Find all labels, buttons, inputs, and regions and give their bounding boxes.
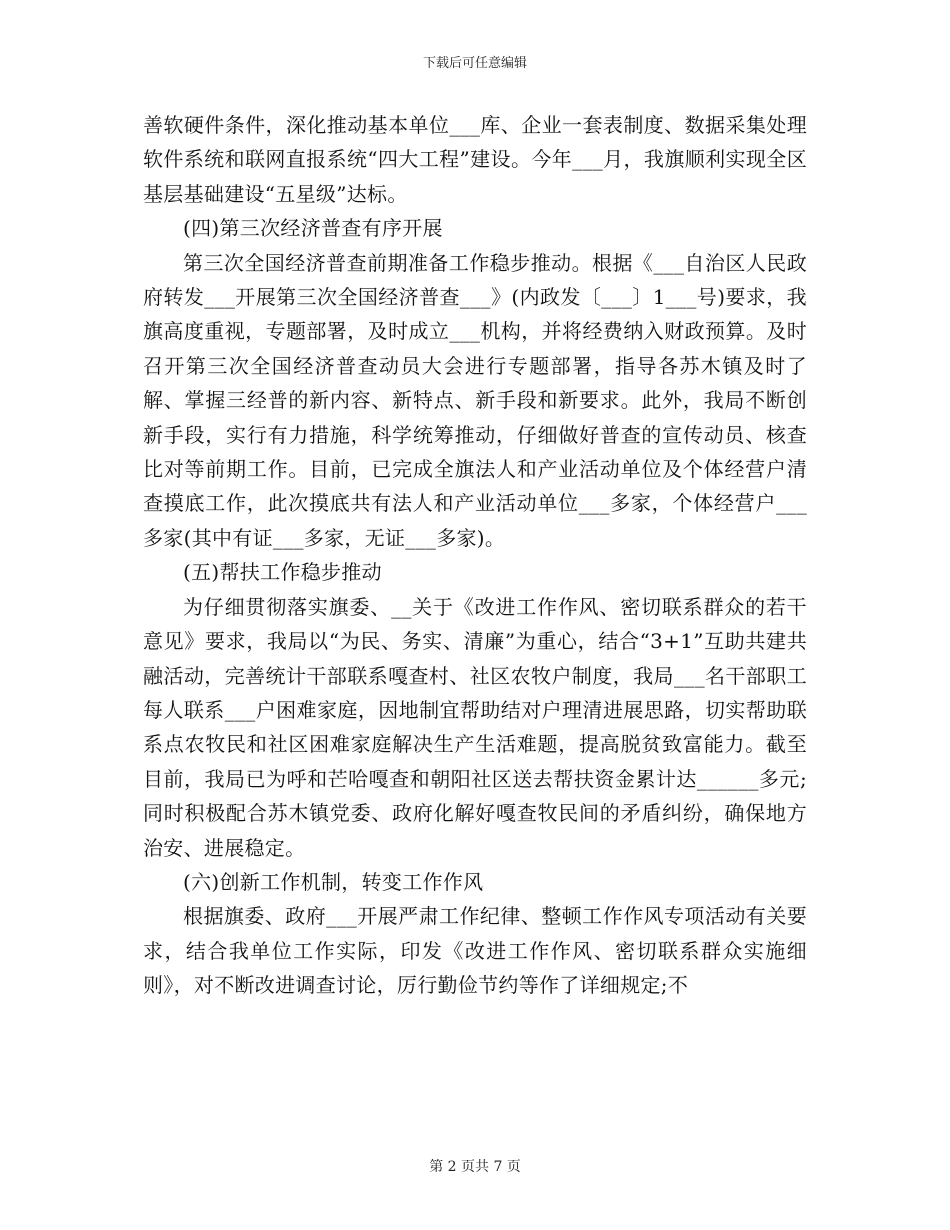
paragraph-continuation: 善软硬件条件，深化推动基本单位___库、企业一套表制度、数据采集处理软件系统和联网直报系统“四大工程”建设。今年___月，我旗顺利实现全区基层基础建设“五星级”达标。 (143, 113, 807, 206)
section-heading-5: (五)帮扶工作稳步推动 (183, 560, 382, 585)
paragraph-work-style: 根据旗委、政府___开展严肃工作纪律、整顿工作作风专项活动有关要求，结合我单位工作实际，印发《改进工作作风、密切联系群众实施细则》，对不断改进调查讨论，厉行勤俭节约等作了详细规定;不 (143, 904, 807, 998)
section-heading-4: (四)第三次经济普查有序开展 (183, 216, 443, 241)
paragraph-assistance-work: 为仔细贯彻落实旗委、__关于《改进工作作风、密切联系群众的若干意见》要求，我局以“为民、务实、清廉”为重心，结合“3+1”互助共建共融活动，完善统计干部联系嘎查村、社区农牧户制度，我局___名干部职工每人联系___户困难家庭，因地制宜帮助结对户理清进展思路，切实帮助联系点农牧民和社区困难家庭解决生产生活难题，提高脱贫致富能力。截至目前，我局已为呼和芒哈嘎查和朝阳社区送去帮扶资金累计达______多元;同时积极配合苏木镇党委、政府化解好嘎查牧民间的矛盾纠纷，确保地方治安、进展稳定。 (143, 594, 807, 860)
document-body (143, 108, 807, 1003)
page-header: 下载后可任意编辑 (422, 56, 527, 71)
page-footer: 第 2 页共 7 页 (429, 1159, 521, 1175)
section-heading-6: (六)创新工作机制，转变工作作风 (183, 869, 484, 894)
paragraph-economic-census: 第三次全国经济普查前期准备工作稳步推动。根据《___自治区人民政府转发___开展第三次全国经济普查___》(内政发〔___〕1___号)要求，我旗高度重视，专题部署，及时成立___机构，并将经费纳入财政预算。及时召开第三次全国经济普查动员大会进行专题部署，指导各苏木镇及时了解、掌握三经普的新内容、新特点、新手段和新要求。此外，我局不断创新手段，实行有力措施，科学统筹推动，仔细做好普查的宣传动员、核查比对等前期工作。目前，已完成全旗法人和产业活动单位及个体经营户清查摸底工作，此次摸底共有法人和产业活动单位___多家，个体经营户___多家(其中有证___多家，无证___多家)。 (143, 250, 807, 550)
